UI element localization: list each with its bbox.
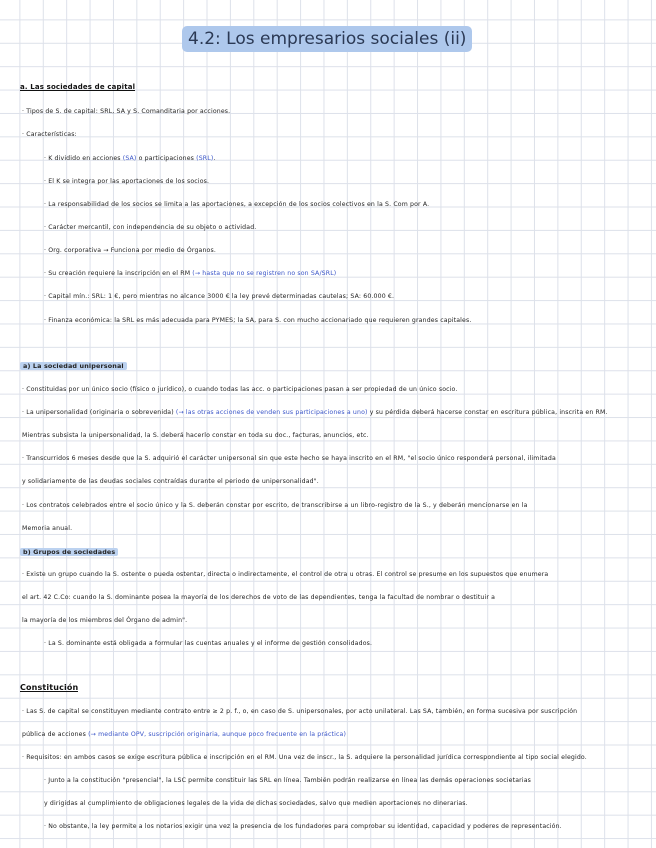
page-title: 4.2: Los empresarios sociales (ii) bbox=[182, 26, 472, 52]
note-line: · Org. corporativa → Funciona por medio de Órganos. bbox=[44, 247, 216, 254]
note-line: · Transcurridos 6 meses desde que la S. adquirió el carácter unipersonal sin que este hecho se haya inscrito en el RM, "el socio único responderá personal, ilimitada bbox=[22, 455, 556, 462]
note-line: · Los contratos celebrados entre el socio único y la S. deberán constar por escrito, de transcribirse a un libro-registro de la S., y deberán mencionarse en la bbox=[22, 502, 528, 509]
note-line: · Tipos de S. de capital: SRL, SA y S. Comanditaria por acciones. bbox=[22, 108, 231, 115]
note-line: · El K se integra por las aportaciones de los socios. bbox=[44, 178, 210, 185]
note-line: Mientras subsista la unipersonalidad, la S. deberá hacerlo constar en toda su doc., facturas, anuncios, etc. bbox=[22, 432, 369, 439]
note-line: · Existe un grupo cuando la S. ostente o pueda ostentar, directa o indirectamente, el control de otra u otras. El control se presume en los supuestos que enumera bbox=[22, 571, 549, 578]
note-line: · K dividido en acciones (SA) o participaciones (SRL). bbox=[44, 155, 216, 162]
section-heading-constitucion: Constitución bbox=[20, 683, 79, 692]
note-line: · Requisitos: en ambos casos se exige escritura pública e inscripción en el RM. Una vez de inscr., la S. adquiere la personalidad jurídica correspondiente al tipo social elegido. bbox=[22, 754, 587, 761]
note-line: pública de acciones (→ mediante OPV, suscripción originaria, aunque poco frecuente en la práctica) bbox=[22, 731, 347, 738]
note-line: y dirigidas al cumplimiento de obligaciones legales de la vida de dichas sociedades, salvo que medien aportaciones no dinerarias. bbox=[44, 800, 468, 807]
note-line: la mayoría de los miembros del Órgano de admin". bbox=[22, 617, 188, 624]
note-line: · No obstante, la ley permite a los notarios exigir una vez la presencia de los fundadores para comprobar su identidad, capacidad y poderes de representación. bbox=[44, 823, 562, 830]
note-line: · Las S. de capital se constituyen mediante contrato entre ≥ 2 p. f., o, en caso de S. unipersonales, por acto unilateral. Las SA, también, en forma sucesiva por suscripción bbox=[22, 708, 578, 715]
section-heading-grupos: b) Grupos de sociedades bbox=[20, 547, 118, 558]
note-line: · La S. dominante está obligada a formular las cuentas anuales y el informe de gestión consolidados. bbox=[44, 640, 373, 647]
note-line: el art. 42 C.Co: cuando la S. dominante posea la mayoría de los derechos de voto de las dependientes, tenga la facultad de nombrar o destituir a bbox=[22, 594, 496, 601]
note-line: · Constituidas por un único socio (físico o jurídico), o cuando todas las acc. o participaciones pasan a ser propiedad de un único socio. bbox=[22, 386, 458, 393]
note-line: · La responsabilidad de los socios se limita a las aportaciones, a excepción de los socios colectivos en la S. Com por A. bbox=[44, 201, 430, 208]
note-line: Memoria anual. bbox=[22, 525, 73, 532]
note-line: · Capital mín.: SRL: 1 €, pero mientras no alcance 3000 € la ley prevé determinadas cautelas; SA: 60.000 €. bbox=[44, 293, 395, 300]
note-line: · Características: bbox=[22, 131, 77, 138]
note-line: · Su creación requiere la inscripción en el RM (→ hasta que no se registren no son SA/SRL) bbox=[44, 270, 337, 277]
note-line: · La unipersonalidad (originaria o sobrevenida) (→ las otras acciones de venden sus participaciones a uno) y su pérdida deberá hacerse constar en escritura pública, inscrita en RM. bbox=[22, 409, 608, 416]
note-line: · Junto a la constitución "presencial", la LSC permite constituir las SRL en línea. También podrán realizarse en línea las demás operaciones societarias bbox=[44, 777, 532, 784]
note-line: · Finanza económica: la SRL es más adecuada para PYMES; la SA, para S. con mucho accionariado que requieren grandes capitales. bbox=[44, 317, 472, 324]
note-line: · Carácter mercantil, con independencia de su objeto o actividad. bbox=[44, 224, 257, 231]
note-line: y solidariamente de las deudas sociales contraídas durante el periodo de unipersonalidad". bbox=[22, 478, 319, 485]
section-heading-unipersonal: a) La sociedad unipersonal bbox=[20, 361, 127, 372]
section-heading-sociedades-capital: a. Las sociedades de capital bbox=[20, 83, 136, 91]
